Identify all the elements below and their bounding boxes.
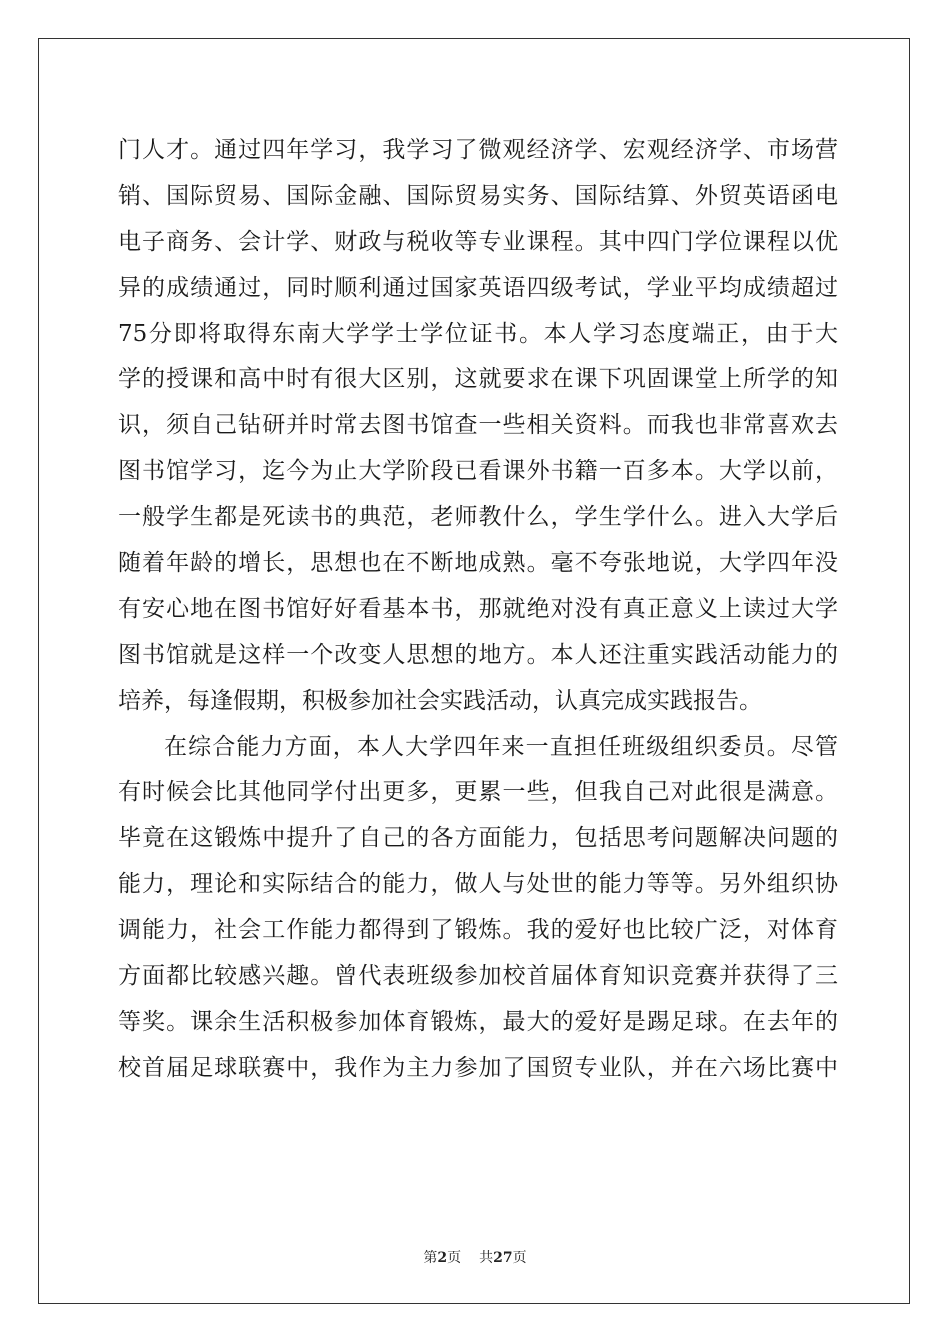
text-line: 门人才。通过四年学习，我学习了微观经济学、宏观经济学、市场营: [118, 137, 838, 163]
document-body: [118, 128, 838, 1092]
current-page-number: 2: [437, 1250, 448, 1266]
paragraph-2: [118, 725, 838, 1092]
text-line: 图书馆学习，迄今为止大学阶段已看课外书籍一百多本。大学以前，: [118, 458, 838, 485]
total-page-count: 27: [493, 1250, 513, 1266]
text-line: 识，须自己钻研并时常去图书馆查一些相关资料。而我也非常喜欢去: [118, 412, 838, 439]
text-line: 图书馆就是这样一个改变人思想的地方。本人还注重实践活动能力的: [118, 641, 838, 668]
text-line: 校首届足球联赛中，我作为主力参加了国贸专业队，并在六场比赛中: [118, 1054, 838, 1081]
paragraph-1: [118, 128, 838, 725]
page-suffix: 页: [447, 1250, 462, 1266]
page-prefix: 第: [423, 1250, 438, 1266]
page-footer: [0, 1247, 950, 1267]
page-number-label: [423, 1250, 461, 1266]
text-line: 能力，理论和实际结合的能力，做人与处世的能力等等。另外组织协: [118, 871, 838, 898]
text-line: 75分即将取得东南大学学士学位证书。本人学习态度端正，由于大: [118, 320, 838, 347]
text-line: 培养，每逢假期，积极参加社会实践活动，认真完成实践报告。: [118, 687, 762, 714]
total-suffix: 页: [512, 1250, 527, 1266]
text-line: 毕竟在这锻炼中提升了自己的各方面能力，包括思考问题解决问题的: [118, 825, 838, 852]
total-pages-label: [479, 1250, 526, 1266]
text-line: 随着年龄的增长，思想也在不断地成熟。毫不夸张地说，大学四年没: [118, 550, 838, 577]
text-line: 一般学生都是死读书的典范，老师教什么，学生学什么。进入大学后: [118, 504, 838, 531]
text-line: 调能力，社会工作能力都得到了锻炼。我的爱好也比较广泛，对体育: [118, 917, 838, 944]
total-prefix: 共: [479, 1250, 494, 1266]
text-line: 等奖。课余生活积极参加体育锻炼，最大的爱好是踢足球。在去年的: [118, 1008, 838, 1035]
text-line: 方面都比较感兴趣。曾代表班级参加校首届体育知识竞赛并获得了三: [118, 963, 838, 990]
text-line: 在综合能力方面，本人大学四年来一直担任班级组织委员。尽管: [164, 733, 838, 760]
text-line: 异的成绩通过，同时顺利通过国家英语四级考试，学业平均成绩超过: [118, 274, 838, 301]
text-line: 有时候会比其他同学付出更多，更累一些，但我自己对此很是满意。: [118, 779, 838, 806]
text-line: 学的授课和高中时有很大区别，这就要求在课下巩固课堂上所学的知: [118, 366, 838, 393]
text-line: 有安心地在图书馆好好看基本书，那就绝对没有真正意义上读过大学: [118, 595, 838, 622]
text-line: 销、国际贸易、国际金融、国际贸易实务、国际结算、外贸英语函电: [118, 182, 838, 209]
text-line: 电子商务、会计学、财政与税收等专业课程。其中四门学位课程以优: [118, 228, 838, 255]
